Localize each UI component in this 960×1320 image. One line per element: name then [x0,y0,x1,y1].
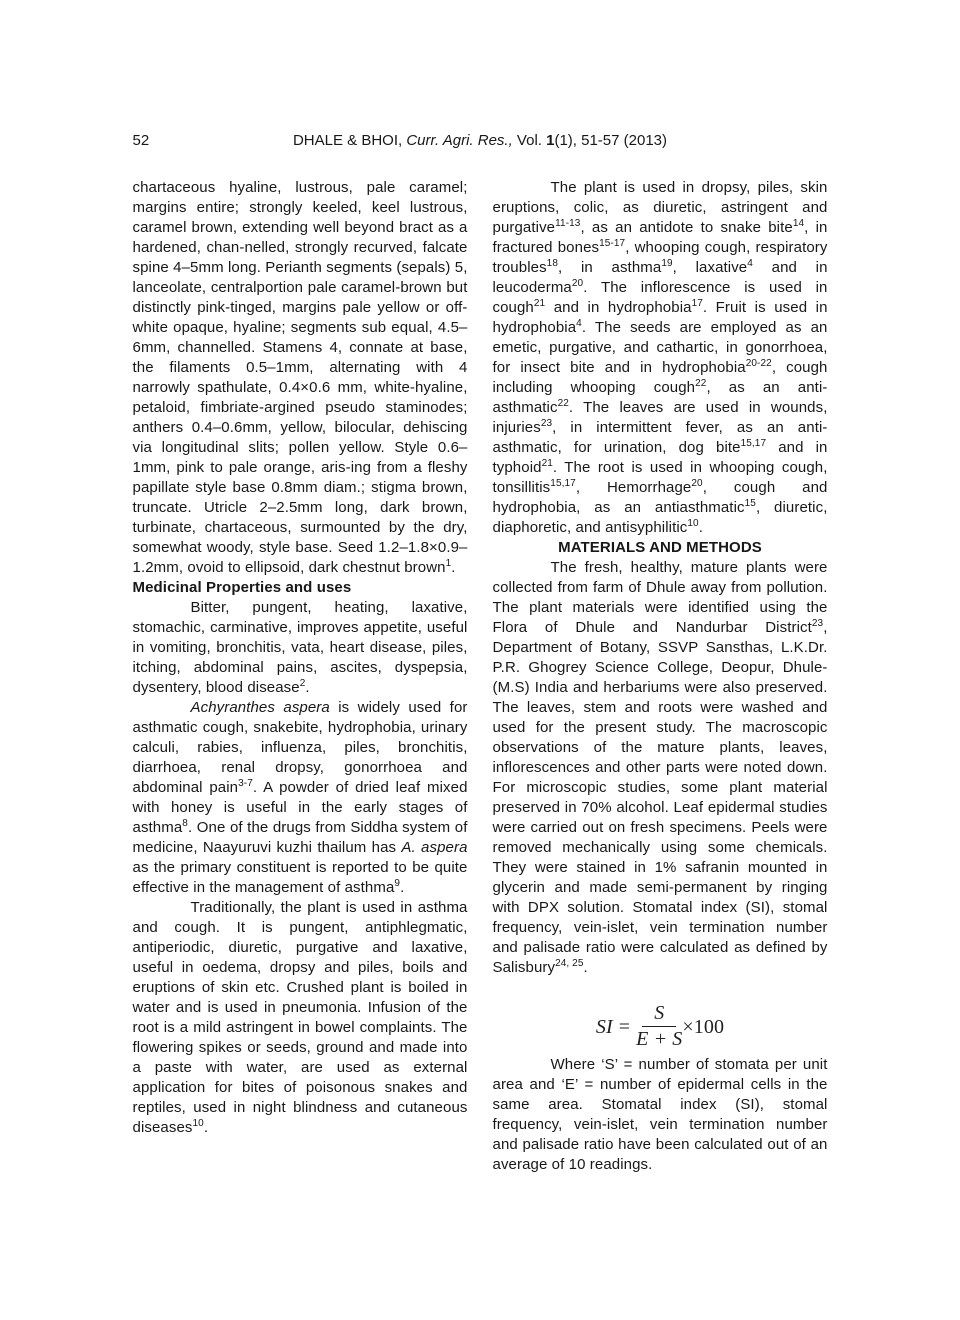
section-heading-medicinal-properties: Medicinal Properties and uses [132,579,352,596]
page-number: 52 [132,132,150,149]
formula-lhs: SI [595,1015,613,1038]
formula-denominator: E + S [636,1028,683,1050]
body-paragraph-achyranthes-uses: Achyranthes aspera is widely used for asthmatic cough, snakebite, hydrophobia, urinary calculi, rabies, influenza, piles, bronchitis, diarrhoea, renal dropsy, gonorrhoea and abdominal pain$^{3-7}$. A powder of dried leaf mixed with honey is useful in the early stages of asthma$^8$. One of the drugs from Siddha system of medicine, Naayuruvi kuzhi thailum has A. aspera as the primary constituent is reported to be quite effective in the management of asthma$^9$. [132,699,468,896]
body-paragraph-traditional-uses: Traditionally, the plant is used in asthma and cough. It is pungent, antiphlegmatic, antiperiodic, diuretic, purgative and laxative, useful in oedema, dropsy and piles, boils and eruptions of skin etc. Crushed plant is boiled in water and is used in pneumonia. Infusion of the root is a mild astringent in bowel complaints. The flowering spikes or seeds, ground and made into a paste with water, are used as external application for bites of poisonous snakes and reptiles, used in night blindness and cutaneous diseases$^{10}$. [132,899,468,1136]
body-paragraph-plant-uses: The plant is used in dropsy, piles, skin eruptions, colic, as diuretic, astringent and purgative$^{11-13}$, as an antidote to snake bite$^{14}$, in fractured bones$^{15-17}$, whooping cough, respiratory troubles$^{18}$, in asthma$^{19}$, laxative$^4$ and in leucoderma$^{20}$. The inflorescence is used in cough$^{21}$ and in hydrophobia$^{17}$. Fruit is used in hydrophobia$^4$. The seeds are employed as an emetic, purgative, and cathartic, in gonorrhoea, for insect bite and in hydrophobia$^{20-22}$, cough including whooping cough$^{22}$, as an anti-asthmatic$^{22}$. The leaves are used in wounds, injuries$^{23}$, in intermittent fever, as an anti-asthmatic, for urination, dog bite$^{15,17}$ and in typhoid$^{21}$. The root is used in whooping cough, tonsillitis$^{15,17}$, Hemorrhage$^{20}$, cough and hydrophobia, as an antiasthmatic$^{15}$, diuretic, diaphoretic, and antisyphilitic$^{10}$. [492,179,828,536]
running-header [133,131,828,151]
stomatal-index-formula [493,1002,828,1051]
citation-vol-suffix: (1), 51-57 (2013) [554,132,668,149]
journal-citation [133,131,828,151]
formula-multiplier: ×100 [682,1015,725,1038]
formula-equals-sign: = [618,1015,631,1038]
left-column [133,178,468,1175]
body-paragraph-botanical-description: chartaceous hyaline, lustrous, pale caramel; margins entire; strongly keeled, keel lustrous, caramel brown, extending well beyond bract as a hardened, chan-nelled, strongly recurved, falcate spine 4–5mm long. Perianth segments (sepals) 5, lanceolate, centralportion pale caramel-brown but distinctly pink-tinged, margins pale yellow or off-white opaque, hyaline; segments sub equal, 4.5–6mm, channelled. Stamens 4, connate at base, the filaments 0.5–1mm, alternating with 4 narrowly spathulate, 0.4×0.6 mm, white-hyaline, petaloid, fimbriate-argined pseudo staminodes; anthers 0.4–0.6mm, yellow, bilocular, dehiscing via longitudinal slits; pollen yellow. Style 0.6–1mm, pink to pale orange, aris-ing from a fleshy papillate style base 0.8mm diam.; stigma brown, truncate. Utricle 2–2.5mm long, dark brown, turbinate, chartaceous, surmounted by the dry, somewhat woody, style base. Seed 1.2–1.8×0.9–1.2mm, ovoid to ellipsoid, dark chestnut brown$^1$. [132,179,468,576]
body-paragraph-formula-definition: Where ‘S’ = number of stomata per unit area and ‘E’ = number of epidermal cells in the same area. Stomatal index (SI), stomal frequency, vein-islet, vein termination number and palisade ratio have been calculated out of an average of 10 readings. [492,1056,828,1173]
formula-numerator: S [642,1002,676,1027]
citation-authors: DHALE & BHOI, [292,132,407,149]
journal-page [133,0,828,1175]
section-heading-materials-methods: MATERIALS AND METHODS [558,539,762,556]
citation-journal-name: Curr. Agri. Res., [406,132,517,149]
body-paragraph-properties: Bitter, pungent, heating, laxative, stomachic, carminative, improves appetite, useful in vomiting, bronchitis, vata, heart disease, piles, itching, abdominal pains, ascites, dyspepsia, dysentery, blood disease$^2$. [132,599,468,696]
body-paragraph-methods: The fresh, healthy, mature plants were collected from farm of Dhule away from pollution. The plant materials were identified using the Flora of Dhule and Nandurbar District$^{23}$, Department of Botany, SSVP Sansthas, L.K.Dr. P.R. Ghogrey Science College, Deopur, Dhule-(M.S) India and herbariums were also preserved. The leaves, stem and roots were washed and used for the present study. The macroscopic observations of the mature plants, leaves, inflorescences and other parts were noted down. For microscopic studies, some plant material preserved in 70% alcohol. Leaf epidermal studies were carried out on fresh specimens. Peels were removed mechanically using some chemicals. They were stained in 1% safranin mounted in glycerin and made semi-permanent by ringing with DPX solution. Stomatal index (SI), stomal frequency, vein-islet, vein termination number and palisade ratio were calculated as defined by Salisbury$^{24, 25}$. [492,559,828,976]
citation-vol-prefix: Vol. [516,132,547,149]
citation-vol-number: 1 [546,132,555,149]
two-column-body [133,178,828,1175]
right-column [493,178,828,1175]
formula-fraction [636,1002,682,1051]
